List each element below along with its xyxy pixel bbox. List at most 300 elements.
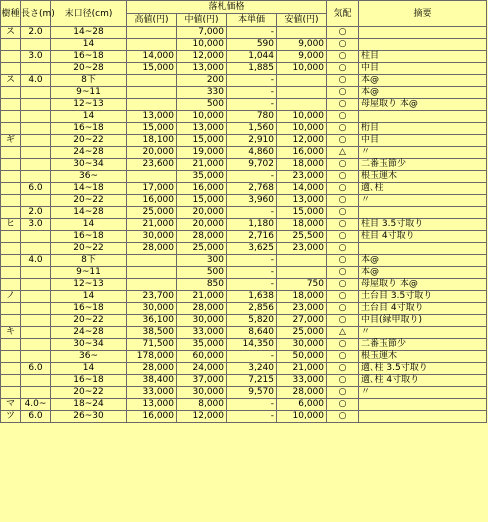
high-price-cell: 30,000 [127, 231, 177, 243]
diameter-cell: 16~18 [51, 123, 127, 135]
note-cell: 桁目 [359, 123, 487, 135]
mood-cell: ○ [327, 171, 359, 183]
header-price-group: 落札価格 [127, 1, 327, 14]
high-price-cell: 33,000 [127, 387, 177, 399]
high-price-cell [127, 267, 177, 279]
species-cell [1, 303, 21, 315]
diameter-cell: 14 [51, 39, 127, 51]
unit-price-cell: 1,044 [227, 51, 277, 63]
length-cell: 6.0 [21, 183, 51, 195]
low-price-cell: 23,000 [277, 303, 327, 315]
low-price-cell: 27,000 [277, 315, 327, 327]
note-cell: 適､柱 4寸取り [359, 375, 487, 387]
length-cell [21, 243, 51, 255]
mid-price-cell: 15,000 [177, 195, 227, 207]
mood-cell: ○ [327, 27, 359, 39]
high-price-cell: 25,000 [127, 207, 177, 219]
header-length: 長さ(m) [21, 1, 51, 27]
unit-price-cell: 9,702 [227, 159, 277, 171]
table-row [1, 123, 487, 135]
mood-cell: ○ [327, 63, 359, 75]
length-cell [21, 39, 51, 51]
length-cell: 6.0 [21, 411, 51, 423]
high-price-cell: 17,000 [127, 183, 177, 195]
high-price-cell [127, 75, 177, 87]
mood-cell: ○ [327, 375, 359, 387]
diameter-cell: 20~28 [51, 63, 127, 75]
high-price-cell: 30,000 [127, 303, 177, 315]
high-price-cell [127, 39, 177, 51]
mood-cell: ○ [327, 159, 359, 171]
mid-price-cell: 500 [177, 267, 227, 279]
mood-cell: ○ [327, 303, 359, 315]
unit-price-cell: - [227, 27, 277, 39]
mood-cell: ○ [327, 411, 359, 423]
table-row [1, 363, 487, 375]
mid-price-cell: 8,000 [177, 399, 227, 411]
mid-price-cell: 19,000 [177, 147, 227, 159]
length-cell [21, 123, 51, 135]
note-cell: 柱目 [359, 51, 487, 63]
high-price-cell: 20,000 [127, 147, 177, 159]
low-price-cell [277, 27, 327, 39]
unit-price-cell: - [227, 207, 277, 219]
high-price-cell [127, 27, 177, 39]
diameter-cell: 16~18 [51, 375, 127, 387]
note-cell: 本@ [359, 255, 487, 267]
low-price-cell [277, 75, 327, 87]
mood-cell: ○ [327, 87, 359, 99]
unit-price-cell: 590 [227, 39, 277, 51]
table-row [1, 231, 487, 243]
low-price-cell: 23,000 [277, 171, 327, 183]
mid-price-cell: 21,000 [177, 159, 227, 171]
mood-cell: △ [327, 147, 359, 159]
low-price-cell: 18,000 [277, 291, 327, 303]
species-cell: ノ [1, 291, 21, 303]
mid-price-cell: 33,000 [177, 327, 227, 339]
table-row [1, 327, 487, 339]
species-cell [1, 39, 21, 51]
high-price-cell: 36,100 [127, 315, 177, 327]
mid-price-cell: 28,000 [177, 303, 227, 315]
table-row [1, 111, 487, 123]
table-row [1, 399, 487, 411]
mid-price-cell: 30,000 [177, 315, 227, 327]
note-cell: 土台目 4寸取り [359, 303, 487, 315]
note-cell: 二番玉節少 [359, 339, 487, 351]
length-cell [21, 111, 51, 123]
table-row [1, 303, 487, 315]
low-price-cell: 50,000 [277, 351, 327, 363]
unit-price-cell: - [227, 399, 277, 411]
length-cell: 4.0 [21, 255, 51, 267]
low-price-cell: 10,000 [277, 63, 327, 75]
table-row [1, 339, 487, 351]
table-row [1, 195, 487, 207]
unit-price-cell: 2,910 [227, 135, 277, 147]
note-cell: 〃 [359, 387, 487, 399]
low-price-cell: 23,000 [277, 243, 327, 255]
diameter-cell: 14~28 [51, 207, 127, 219]
diameter-cell: 20~22 [51, 243, 127, 255]
table-row [1, 183, 487, 195]
unit-price-cell: 1,885 [227, 63, 277, 75]
diameter-cell: 16~18 [51, 231, 127, 243]
mid-price-cell: 10,000 [177, 39, 227, 51]
unit-price-cell: 2,768 [227, 183, 277, 195]
high-price-cell: 15,000 [127, 63, 177, 75]
species-cell [1, 279, 21, 291]
unit-price-cell: 1,638 [227, 291, 277, 303]
unit-price-cell: 14,350 [227, 339, 277, 351]
high-price-cell: 21,000 [127, 219, 177, 231]
note-cell [359, 207, 487, 219]
length-cell [21, 303, 51, 315]
species-cell: ス [1, 75, 21, 87]
species-cell [1, 375, 21, 387]
species-cell: マ [1, 399, 21, 411]
length-cell [21, 231, 51, 243]
low-price-cell: 750 [277, 279, 327, 291]
mood-cell: ○ [327, 231, 359, 243]
mid-price-cell: 330 [177, 87, 227, 99]
species-cell [1, 387, 21, 399]
high-price-cell: 28,000 [127, 363, 177, 375]
mood-cell: ○ [327, 267, 359, 279]
mood-cell: ○ [327, 207, 359, 219]
species-cell [1, 231, 21, 243]
note-cell: 〃 [359, 195, 487, 207]
mid-price-cell: 13,000 [177, 123, 227, 135]
species-cell [1, 111, 21, 123]
low-price-cell: 14,000 [277, 183, 327, 195]
diameter-cell: 14 [51, 111, 127, 123]
high-price-cell: 18,100 [127, 135, 177, 147]
mood-cell: ○ [327, 51, 359, 63]
length-cell [21, 159, 51, 171]
note-cell: 本@ [359, 75, 487, 87]
length-cell [21, 267, 51, 279]
species-cell [1, 147, 21, 159]
header-low: 安値(円) [277, 14, 327, 27]
length-cell [21, 99, 51, 111]
table-row [1, 315, 487, 327]
species-cell [1, 51, 21, 63]
diameter-cell: 20~22 [51, 195, 127, 207]
low-price-cell: 12,000 [277, 135, 327, 147]
high-price-cell: 38,500 [127, 327, 177, 339]
high-price-cell: 71,500 [127, 339, 177, 351]
note-cell [359, 111, 487, 123]
low-price-cell: 9,000 [277, 51, 327, 63]
unit-price-cell: - [227, 351, 277, 363]
mood-cell: ○ [327, 363, 359, 375]
mid-price-cell: 10,000 [177, 111, 227, 123]
diameter-cell: 16~18 [51, 51, 127, 63]
mood-cell: ○ [327, 243, 359, 255]
diameter-cell: 30~34 [51, 159, 127, 171]
species-cell: キ [1, 327, 21, 339]
diameter-cell: 20~22 [51, 315, 127, 327]
mid-price-cell: 28,000 [177, 231, 227, 243]
mid-price-cell: 13,000 [177, 63, 227, 75]
low-price-cell: 18,000 [277, 219, 327, 231]
high-price-cell [127, 255, 177, 267]
note-cell: 適､柱 [359, 183, 487, 195]
mood-cell: ○ [327, 183, 359, 195]
mood-cell: ○ [327, 123, 359, 135]
note-cell: 中目 [359, 135, 487, 147]
table-row [1, 135, 487, 147]
length-cell [21, 327, 51, 339]
note-cell [359, 27, 487, 39]
low-price-cell: 18,000 [277, 159, 327, 171]
high-price-cell: 28,000 [127, 243, 177, 255]
length-cell [21, 387, 51, 399]
diameter-cell: 14~28 [51, 27, 127, 39]
table-row [1, 411, 487, 423]
diameter-cell: 36~ [51, 351, 127, 363]
species-cell [1, 315, 21, 327]
mood-cell: ○ [327, 339, 359, 351]
mood-cell: ○ [327, 111, 359, 123]
species-cell [1, 267, 21, 279]
mid-price-cell: 35,000 [177, 339, 227, 351]
note-cell [359, 399, 487, 411]
table-row [1, 291, 487, 303]
table-row [1, 219, 487, 231]
mood-cell: ○ [327, 75, 359, 87]
note-cell [359, 39, 487, 51]
note-cell: 本@ [359, 87, 487, 99]
low-price-cell [277, 267, 327, 279]
mid-price-cell: 37,000 [177, 375, 227, 387]
low-price-cell: 10,000 [277, 123, 327, 135]
length-cell: 4.0 [21, 75, 51, 87]
species-cell [1, 123, 21, 135]
length-cell: 3.0 [21, 219, 51, 231]
length-cell: 3.0 [21, 51, 51, 63]
high-price-cell: 13,000 [127, 111, 177, 123]
unit-price-cell: - [227, 87, 277, 99]
header-unit: 本単価 [227, 14, 277, 27]
low-price-cell: 30,000 [277, 339, 327, 351]
species-cell [1, 243, 21, 255]
mid-price-cell: 12,000 [177, 51, 227, 63]
low-price-cell [277, 87, 327, 99]
header-diameter: 末口径(cm) [51, 1, 127, 27]
diameter-cell: 26~30 [51, 411, 127, 423]
diameter-cell: 14 [51, 291, 127, 303]
mid-price-cell: 16,000 [177, 183, 227, 195]
mid-price-cell: 25,000 [177, 243, 227, 255]
mid-price-cell: 20,000 [177, 207, 227, 219]
note-cell [359, 411, 487, 423]
length-cell [21, 87, 51, 99]
low-price-cell: 21,000 [277, 363, 327, 375]
high-price-cell: 15,000 [127, 123, 177, 135]
note-cell: 母屋取り 本@ [359, 99, 487, 111]
mid-price-cell: 15,000 [177, 135, 227, 147]
unit-price-cell: 1,180 [227, 219, 277, 231]
mood-cell: ○ [327, 219, 359, 231]
note-cell: 根玉運木 [359, 351, 487, 363]
diameter-cell: 9~11 [51, 87, 127, 99]
low-price-cell: 9,000 [277, 39, 327, 51]
mid-price-cell: 24,000 [177, 363, 227, 375]
high-price-cell [127, 87, 177, 99]
unit-price-cell: 7,215 [227, 375, 277, 387]
diameter-cell: 14~18 [51, 183, 127, 195]
species-cell [1, 63, 21, 75]
table-row [1, 351, 487, 363]
header-note: 摘要 [359, 1, 487, 27]
mood-cell: ○ [327, 99, 359, 111]
low-price-cell: 16,000 [277, 147, 327, 159]
table-row [1, 171, 487, 183]
diameter-cell: 12~13 [51, 279, 127, 291]
high-price-cell: 14,000 [127, 51, 177, 63]
unit-price-cell: 3,240 [227, 363, 277, 375]
diameter-cell: 24~28 [51, 327, 127, 339]
mood-cell: ○ [327, 135, 359, 147]
low-price-cell: 33,000 [277, 375, 327, 387]
note-cell: 土台目 3.5寸取り [359, 291, 487, 303]
note-cell: 母屋取り 本@ [359, 279, 487, 291]
low-price-cell: 25,500 [277, 231, 327, 243]
note-cell: 本@ [359, 267, 487, 279]
mood-cell: ○ [327, 351, 359, 363]
length-cell [21, 135, 51, 147]
unit-price-cell: - [227, 267, 277, 279]
table-row [1, 279, 487, 291]
mid-price-cell: 7,000 [177, 27, 227, 39]
mid-price-cell: 20,000 [177, 219, 227, 231]
high-price-cell: 178,000 [127, 351, 177, 363]
mood-cell: ○ [327, 387, 359, 399]
unit-price-cell: 2,716 [227, 231, 277, 243]
unit-price-cell: - [227, 99, 277, 111]
unit-price-cell: 9,570 [227, 387, 277, 399]
length-cell [21, 375, 51, 387]
mood-cell: △ [327, 327, 359, 339]
low-price-cell: 10,000 [277, 111, 327, 123]
unit-price-cell: 3,625 [227, 243, 277, 255]
low-price-cell: 10,000 [277, 411, 327, 423]
high-price-cell: 16,000 [127, 411, 177, 423]
unit-price-cell: - [227, 279, 277, 291]
species-cell [1, 255, 21, 267]
table-row [1, 243, 487, 255]
low-price-cell [277, 255, 327, 267]
low-price-cell: 13,000 [277, 195, 327, 207]
species-cell [1, 207, 21, 219]
species-cell [1, 339, 21, 351]
unit-price-cell: 3,960 [227, 195, 277, 207]
mood-cell: ○ [327, 39, 359, 51]
length-cell [21, 279, 51, 291]
length-cell: 6.0 [21, 363, 51, 375]
table-row [1, 207, 487, 219]
length-cell [21, 171, 51, 183]
mid-price-cell: 12,000 [177, 411, 227, 423]
length-cell: 4.0~ [21, 399, 51, 411]
table-row [1, 387, 487, 399]
mid-price-cell: 30,000 [177, 387, 227, 399]
table-row [1, 99, 487, 111]
note-cell: 柱目 4寸取り [359, 231, 487, 243]
high-price-cell: 23,700 [127, 291, 177, 303]
species-cell [1, 351, 21, 363]
table-row [1, 147, 487, 159]
length-cell [21, 351, 51, 363]
length-cell: 2.0 [21, 207, 51, 219]
table-row [1, 255, 487, 267]
note-cell: 中目 [359, 63, 487, 75]
note-cell [359, 243, 487, 255]
unit-price-cell: 1,560 [227, 123, 277, 135]
mid-price-cell: 500 [177, 99, 227, 111]
mood-cell: ○ [327, 315, 359, 327]
length-cell [21, 195, 51, 207]
table-row [1, 63, 487, 75]
unit-price-cell: 8,640 [227, 327, 277, 339]
unit-price-cell: 4,860 [227, 147, 277, 159]
table-row [1, 51, 487, 63]
unit-price-cell: - [227, 75, 277, 87]
high-price-cell: 16,000 [127, 195, 177, 207]
mid-price-cell: 21,000 [177, 291, 227, 303]
low-price-cell: 6,000 [277, 399, 327, 411]
table-row [1, 375, 487, 387]
note-cell: 中目(縁甲取り) [359, 315, 487, 327]
unit-price-cell: 2,856 [227, 303, 277, 315]
mid-price-cell: 200 [177, 75, 227, 87]
header-mood: 気配 [327, 1, 359, 27]
high-price-cell [127, 99, 177, 111]
note-cell: 二番玉節少 [359, 159, 487, 171]
length-cell [21, 339, 51, 351]
mid-price-cell: 35,000 [177, 171, 227, 183]
species-cell: ギ [1, 135, 21, 147]
diameter-cell: 30~34 [51, 339, 127, 351]
diameter-cell: 8下 [51, 255, 127, 267]
diameter-cell: 9~11 [51, 267, 127, 279]
diameter-cell: 20~22 [51, 135, 127, 147]
species-cell [1, 99, 21, 111]
high-price-cell: 38,400 [127, 375, 177, 387]
high-price-cell: 13,000 [127, 399, 177, 411]
species-cell [1, 183, 21, 195]
note-cell: 適､柱 3.5寸取り [359, 363, 487, 375]
length-cell: 2.0 [21, 27, 51, 39]
diameter-cell: 14 [51, 363, 127, 375]
unit-price-cell: - [227, 411, 277, 423]
species-cell: ス [1, 27, 21, 39]
mid-price-cell: 60,000 [177, 351, 227, 363]
mood-cell: ○ [327, 195, 359, 207]
diameter-cell: 14 [51, 219, 127, 231]
table-row [1, 39, 487, 51]
mood-cell: ○ [327, 279, 359, 291]
length-cell [21, 291, 51, 303]
species-cell [1, 87, 21, 99]
low-price-cell: 15,000 [277, 207, 327, 219]
header-mid: 中値(円) [177, 14, 227, 27]
mood-cell: ○ [327, 291, 359, 303]
length-cell [21, 147, 51, 159]
